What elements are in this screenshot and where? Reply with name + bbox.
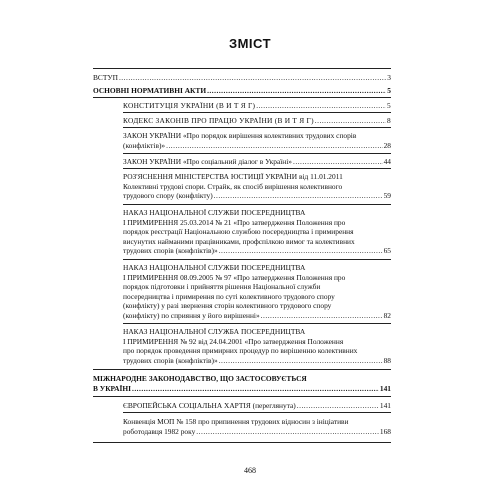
bottom-divider [93,442,391,443]
toc-entry-line: Конвенція МОП № 158 про припинення трудових відносин з ініціативи [123,417,349,426]
toc-page-number: 28 [383,140,391,150]
toc-entry-intro[interactable] [93,73,391,83]
dot-leader [132,384,379,394]
toc-entry-title: КОДЕКС ЗАКОНІВ ПРО ПРАЦЮ УКРАЇНИ (В И Т Я Г) [123,116,314,125]
toc-entry-title: ВСТУП [93,73,118,82]
toc-section-international[interactable] [93,374,391,393]
entry-divider [123,168,391,169]
toc-entry-law-disputes[interactable] [123,131,391,150]
toc-entry-line: трудових спорів (конфліктів)» [123,246,218,256]
toc-entry-line: (конфлікту) у разі звернення сторін колективного трудового спору [123,301,332,311]
section-divider [93,369,391,370]
dot-leader [219,356,383,366]
toc-page-number: 82 [383,310,391,320]
toc-page-number: 88 [383,355,391,365]
dot-leader [166,141,383,151]
toc-entry-line: роботодавця 1982 року [123,426,196,436]
toc-entry-line: порядок підготовки і прийняття рішення Національної служби [123,282,321,292]
toc-page-number: 8 [387,116,391,125]
toc-page-number: 5 [387,86,391,95]
toc-entry-order-97[interactable] [123,263,391,321]
dot-leader [261,311,383,321]
dot-leader [256,101,386,111]
toc-section-main-acts[interactable] [93,86,391,96]
toc-entry-constitution[interactable] [123,101,391,111]
dot-leader [297,401,379,411]
toc-entry-line: (конфлікту) по сприяння у його вирішенні» [123,310,260,320]
dot-leader [219,246,383,256]
dot-leader [315,116,386,126]
toc-entry-line: посередництва і примирення по суті колективного трудового спору [123,291,335,301]
toc-entry-order-21[interactable] [123,208,391,256]
entry-divider [123,204,391,205]
toc-page-number: 44 [383,157,391,166]
toc-entry-line: В УКРАЇНІ [93,383,131,393]
entry-divider [123,259,391,260]
toc-entry-line: порядок реєстрації Національною службою посередництва і примирення [123,227,354,237]
toc-entry-line: НАКАЗ НАЦІОНАЛЬНОЇ СЛУЖБИ ПОСЕРЕДНИЦТВА [123,208,306,217]
entry-divider [123,412,391,413]
toc-entry-line: І ПРИМИРЕННЯ 25.03.2014 № 21 «Про затвердження Положення про [123,217,346,227]
toc-entry-ilo-convention[interactable] [123,417,391,436]
entry-divider [123,323,391,324]
entry-divider [123,112,391,113]
toc-page-number: 141 [379,383,391,393]
dot-leader [293,157,383,167]
toc-entry-line: ЗАКОН УКРАЇНИ «Про порядок вирішення колективних трудових спорів [123,131,357,140]
toc-entry-title: ЗАКОН УКРАЇНИ «Про соціальний діалог в Україні» [123,157,292,166]
dot-leader [119,73,386,83]
toc-entry-line: НАКАЗ НАЦІОНАЛЬНОЇ СЛУЖБА ПОСЕРЕДНИЦТВА [123,327,306,336]
toc-entry-line: висунутих найманими працівниками, профспілкою вимог та колективних [123,236,355,246]
page-title: ЗМІСТ [228,36,272,51]
toc-entry-line: І ПРИМИРЕННЯ № 92 від 24.04.2001 «Про затвердження Положення [123,336,344,346]
dot-leader [214,191,383,201]
toc-entry-line: МІЖНАРОДНЕ ЗАКОНОДАВСТВО, ЩО ЗАСТОСОВУЄТЬСЯ [93,374,307,383]
toc-entry-line: НАКАЗ НАЦІОНАЛЬНОЇ СЛУЖБИ ПОСЕРЕДНИЦТВА [123,263,306,272]
toc-entry-line: про порядок проведення примирних процедур по вирішенню колективних [123,346,358,356]
toc-page-number: 168 [379,426,391,436]
top-divider [93,68,391,69]
toc-entry-line: РОЗ'ЯСНЕННЯ МІНІСТЕРСТВА ЮСТИЦІЇ УКРАЇНИ від 11.01.2011 [123,172,343,181]
toc-page-number: 3 [387,73,391,82]
toc-page-number: 5 [387,101,391,110]
toc-entry-line: І ПРИМИРЕННЯ 08.09.2005 № 97 «Про затвердження Положення про [123,272,346,282]
toc-entry-title: КОНСТИТУЦІЯ УКРАЇНИ (В И Т Я Г) [123,101,256,110]
section-divider [93,396,391,397]
toc-entry-line: трудового спору (конфлікту) [123,191,213,201]
page-number: 468 [244,466,256,475]
entry-divider [123,153,391,154]
toc-entry-labor-code[interactable] [123,116,391,126]
toc-page-number: 65 [383,246,391,256]
toc-entry-law-social-dialogue[interactable] [123,157,391,167]
toc-page-number: 59 [383,191,391,201]
entry-divider [123,127,391,128]
toc-entry-order-92[interactable] [123,327,391,365]
toc-entry-european-charter[interactable] [123,401,391,411]
toc-entry-line: Колективні трудові спори. Страйк, як спосіб вирішення колективного [123,181,343,191]
toc-entry-title: ЄВРОПЕЙСЬКА СОЦІАЛЬНА ХАРТІЯ (переглянута) [123,401,296,410]
toc-page-number: 141 [379,401,391,410]
toc-entry-line: трудових спорів (конфліктів)» [123,355,218,365]
toc-entry-ministry-clarification[interactable] [123,172,391,201]
dot-leader [196,427,379,437]
section-divider [93,97,391,98]
toc-entry-title: ОСНОВНІ НОРМАТИВНІ АКТИ [93,86,207,95]
toc-entry-line: (конфліктів)» [123,140,166,150]
dot-leader [207,86,386,96]
